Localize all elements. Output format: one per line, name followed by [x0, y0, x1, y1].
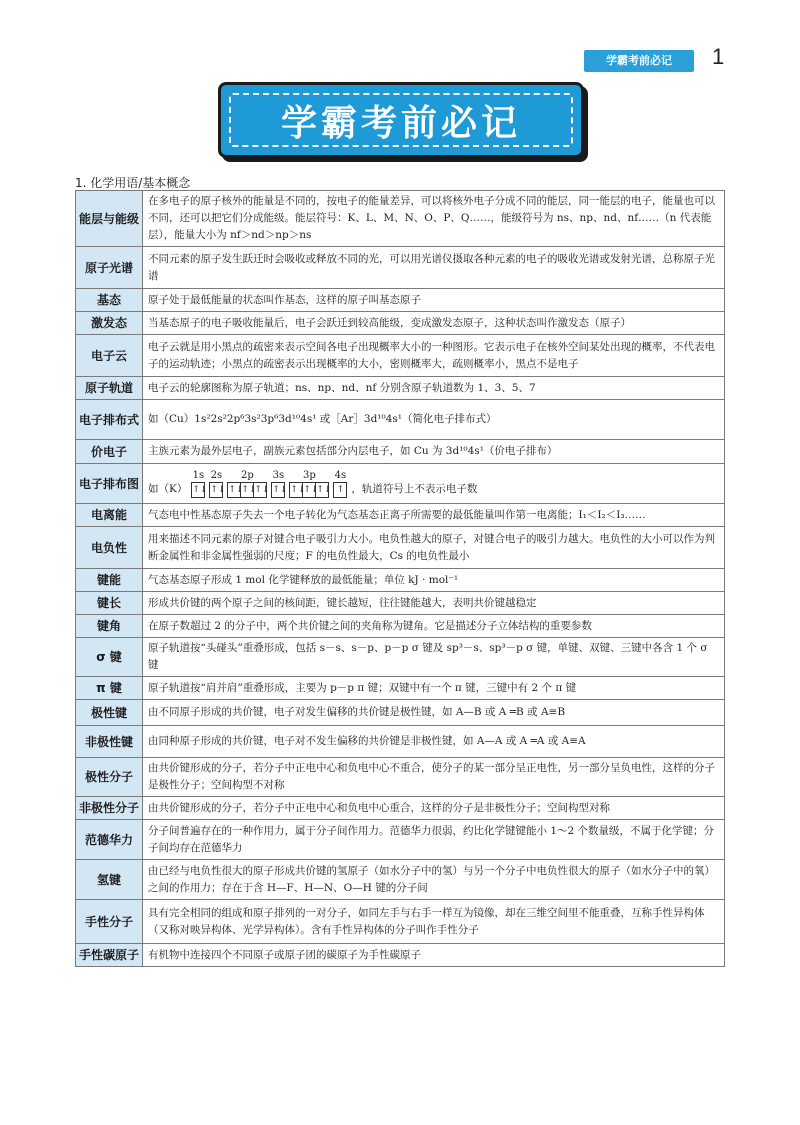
orbital-box: ↑↓: [303, 482, 316, 498]
table-row: [76, 615, 725, 638]
term-cell: 原子光谱: [76, 247, 143, 289]
page-number: 1: [712, 44, 725, 69]
table-row: [76, 900, 725, 944]
orbital-diagram: [148, 470, 719, 498]
table-row: [76, 289, 725, 312]
table-row: [76, 638, 725, 677]
orbital-box: ↑↓: [316, 482, 329, 498]
term-cell: 范德华力: [76, 820, 143, 860]
header-badge: 学霸考前必记: [584, 50, 694, 72]
term-cell: 氢键: [76, 860, 143, 900]
orbital-group: [271, 469, 288, 498]
table-row: [76, 944, 725, 967]
description-cell: 由已经与电负性很大的原子形成共价键的氢原子（如水分子中的氢）与另一个分子中电负性很大的原子（如水分子中的氧）之间的作用力；存在于含 H—F、H—N、O—H 键的分子间: [143, 860, 725, 900]
term-cell: 原子轨道: [76, 377, 143, 400]
term-cell: 电子排布式: [76, 400, 143, 440]
table-row: [76, 677, 725, 700]
description-cell: 气态基态原子形成 1 mol 化学键释放的最低能量；单位 kJ · mol⁻¹: [143, 569, 725, 592]
table-row: [76, 504, 725, 527]
description-cell: 不同元素的原子发生跃迁时会吸收或释放不同的光，可以用光谱仪摄取各种元素的电子的吸收光谱或发射光谱，总称原子光谱: [143, 247, 725, 289]
title-banner-inner: [229, 93, 573, 147]
orbital-group: [209, 469, 226, 498]
table-row: [76, 569, 725, 592]
term-cell: 非极性分子: [76, 797, 143, 820]
description-cell: 如（Cu）1s²2s²2p⁶3s²3p⁶3d¹⁰4s¹ 或［Ar］3d¹⁰4s¹（简化电子排布式）: [143, 400, 725, 440]
orbital-box: ↑: [333, 482, 347, 498]
description-cell: 在多电子的原子核外的能量是不同的，按电子的能量差异，可以将核外电子分成不同的能层，同一能层的电子，能量也可以不同，还可以把它们分成能级。能层符号：K、L、M、N、O、P、Q……，能级符号为 ns、np、nd、nf……（n 代表能层），能量大小为 nf＞nd＞np＞ns: [143, 191, 725, 247]
term-cell: 键能: [76, 569, 143, 592]
orbital-box: ↑↓: [209, 482, 223, 498]
table-row: [76, 377, 725, 400]
orbital-box: ↑↓: [191, 482, 205, 498]
orbital-box: ↑↓: [254, 482, 267, 498]
description-cell: 当基态原子的电子吸收能量后，电子会跃迁到较高能级，变成激发态原子，这种状态叫作激发态（原子）: [143, 312, 725, 335]
description-cell: 由同种原子形成的共价键，电子对不发生偏移的共价键是非极性键，如 A—A 或 A ═A 或 A≡A: [143, 726, 725, 758]
term-cell: σ 键: [76, 638, 143, 677]
banner-title: 学霸考前必记: [280, 102, 521, 144]
description-cell: 由共价键形成的分子，若分子中正电中心和负电中心重合，这样的分子是非极性分子；空间构型对称: [143, 797, 725, 820]
term-cell: 非极性键: [76, 726, 143, 758]
orbital-box: ↑↓: [227, 482, 241, 498]
orbital-label: 3p: [302, 469, 316, 481]
table-row: [76, 758, 725, 797]
description-cell: 由不同原子形成的共价键，电子对发生偏移的共价键是极性键，如 A—B 或 A ═B 或 A≡B: [143, 700, 725, 726]
table-row: [76, 464, 725, 504]
table-row: [76, 191, 725, 247]
term-cell: 键角: [76, 615, 143, 638]
orbital-label: 1s: [192, 469, 205, 481]
term-cell: 手性碳原子: [76, 944, 143, 967]
table-row: [76, 820, 725, 860]
table-row: [76, 312, 725, 335]
table-row: [76, 527, 725, 569]
table-row: [76, 400, 725, 440]
description-cell: 在原子数超过 2 的分子中，两个共价键之间的夹角称为键角。它是描述分子立体结构的重要参数: [143, 615, 725, 638]
term-cell: 电子云: [76, 335, 143, 377]
orbital-group: [333, 470, 347, 498]
orbital-group: [227, 469, 270, 498]
table-row: [76, 247, 725, 289]
term-cell: π 键: [76, 677, 143, 700]
description-cell: 主族元素为最外层电子，副族元素包括部分内层电子，如 Cu 为 3d¹⁰4s¹（价电子排布）: [143, 440, 725, 464]
orbital-box: ↑↓: [271, 482, 285, 498]
term-cell: 极性分子: [76, 758, 143, 797]
term-cell: 电离能: [76, 504, 143, 527]
description-cell: 原子轨道按“头碰头”重叠形成，包括 s－s、s－p、p－p σ 键及 sp³－s、sp³－p σ 键，单键、双键、三键中各含 1 个 σ 键: [143, 638, 725, 677]
table-row: [76, 592, 725, 615]
orbital-note: ，轨道符号上不表示电子数: [351, 482, 478, 495]
description-cell: 电子云的轮廓图称为原子轨道；ns、np、nd、nf 分别含原子轨道数为 1、3、5、7: [143, 377, 725, 400]
description-cell: [143, 464, 725, 504]
term-cell: 电负性: [76, 527, 143, 569]
term-cell: 能层与能级: [76, 191, 143, 247]
description-cell: 分子间普遍存在的一种作用力，属于分子间作用力。范德华力很弱，约比化学键键能小 1～2 个数量级，不属于化学键；分子间均存在范德华力: [143, 820, 725, 860]
term-cell: 基态: [76, 289, 143, 312]
description-cell: 有机物中连接四个不同原子或原子团的碳原子为手性碳原子: [143, 944, 725, 967]
description-cell: 具有完全相同的组成和原子排列的一对分子，如同左手与右手一样互为镜像，却在三维空间里不能重叠，互称手性异构体（又称对映异构体、光学异构体）。含有手性异构体的分子叫作手性分子: [143, 900, 725, 944]
table-row: [76, 440, 725, 464]
term-cell: 键长: [76, 592, 143, 615]
description-cell: 原子轨道按“肩并肩”重叠形成，主要为 p－p π 键；双键中有一个 π 键，三键中有 2 个 π 键: [143, 677, 725, 700]
orbital-label: 2s: [210, 469, 223, 481]
term-cell: 激发态: [76, 312, 143, 335]
orbital-label: 4s: [334, 469, 347, 481]
orbital-label: 3s: [272, 469, 285, 481]
orbital-box: ↑↓: [241, 482, 254, 498]
orbital-group: [191, 469, 208, 498]
description-cell: 用来描述不同元素的原子对键合电子吸引力大小。电负性越大的原子，对键合电子的吸引力越大。电负性的大小可以作为判断金属性和非金属性强弱的尺度；F 的电负性最大，Cs 的电负性最小: [143, 527, 725, 569]
description-cell: 由共价键形成的分子，若分子中正电中心和负电中心不重合，使分子的某一部分呈正电性，另一部分呈负电性，这样的分子是极性分子；空间构型不对称: [143, 758, 725, 797]
description-cell: 电子云就是用小黑点的疏密来表示空间各电子出现概率大小的一种图形。它表示电子在核外空间某处出现的概率，不代表电子的运动轨迹；小黑点的疏密表示出现概率的大小，密则概率大，疏则概率小，黑点不是电子: [143, 335, 725, 377]
term-cell: 电子排布图: [76, 464, 143, 504]
table-row: [76, 700, 725, 726]
orbital-box: ↑↓: [289, 482, 303, 498]
table-row: [76, 335, 725, 377]
section-title: 1. 化学用语/基本概念: [75, 176, 191, 190]
orbital-label: 2p: [240, 469, 254, 481]
orbital-group: [289, 469, 332, 498]
title-banner: [218, 82, 584, 158]
description-cell: 原子处于最低能量的状态叫作基态，这样的原子叫基态原子: [143, 289, 725, 312]
concept-table: [75, 190, 725, 967]
term-cell: 手性分子: [76, 900, 143, 944]
table-row: [76, 860, 725, 900]
term-cell: 极性键: [76, 700, 143, 726]
table-row: [76, 797, 725, 820]
description-cell: 气态电中性基态原子失去一个电子转化为气态基态正离子所需要的最低能量叫作第一电离能；I₁＜I₂＜I₃……: [143, 504, 725, 527]
term-cell: 价电子: [76, 440, 143, 464]
description-cell: 形成共价键的两个原子之间的核间距，键长越短，往往键能越大，表明共价键越稳定: [143, 592, 725, 615]
orbital-prefix: 如（K）: [148, 482, 188, 495]
table-row: [76, 726, 725, 758]
